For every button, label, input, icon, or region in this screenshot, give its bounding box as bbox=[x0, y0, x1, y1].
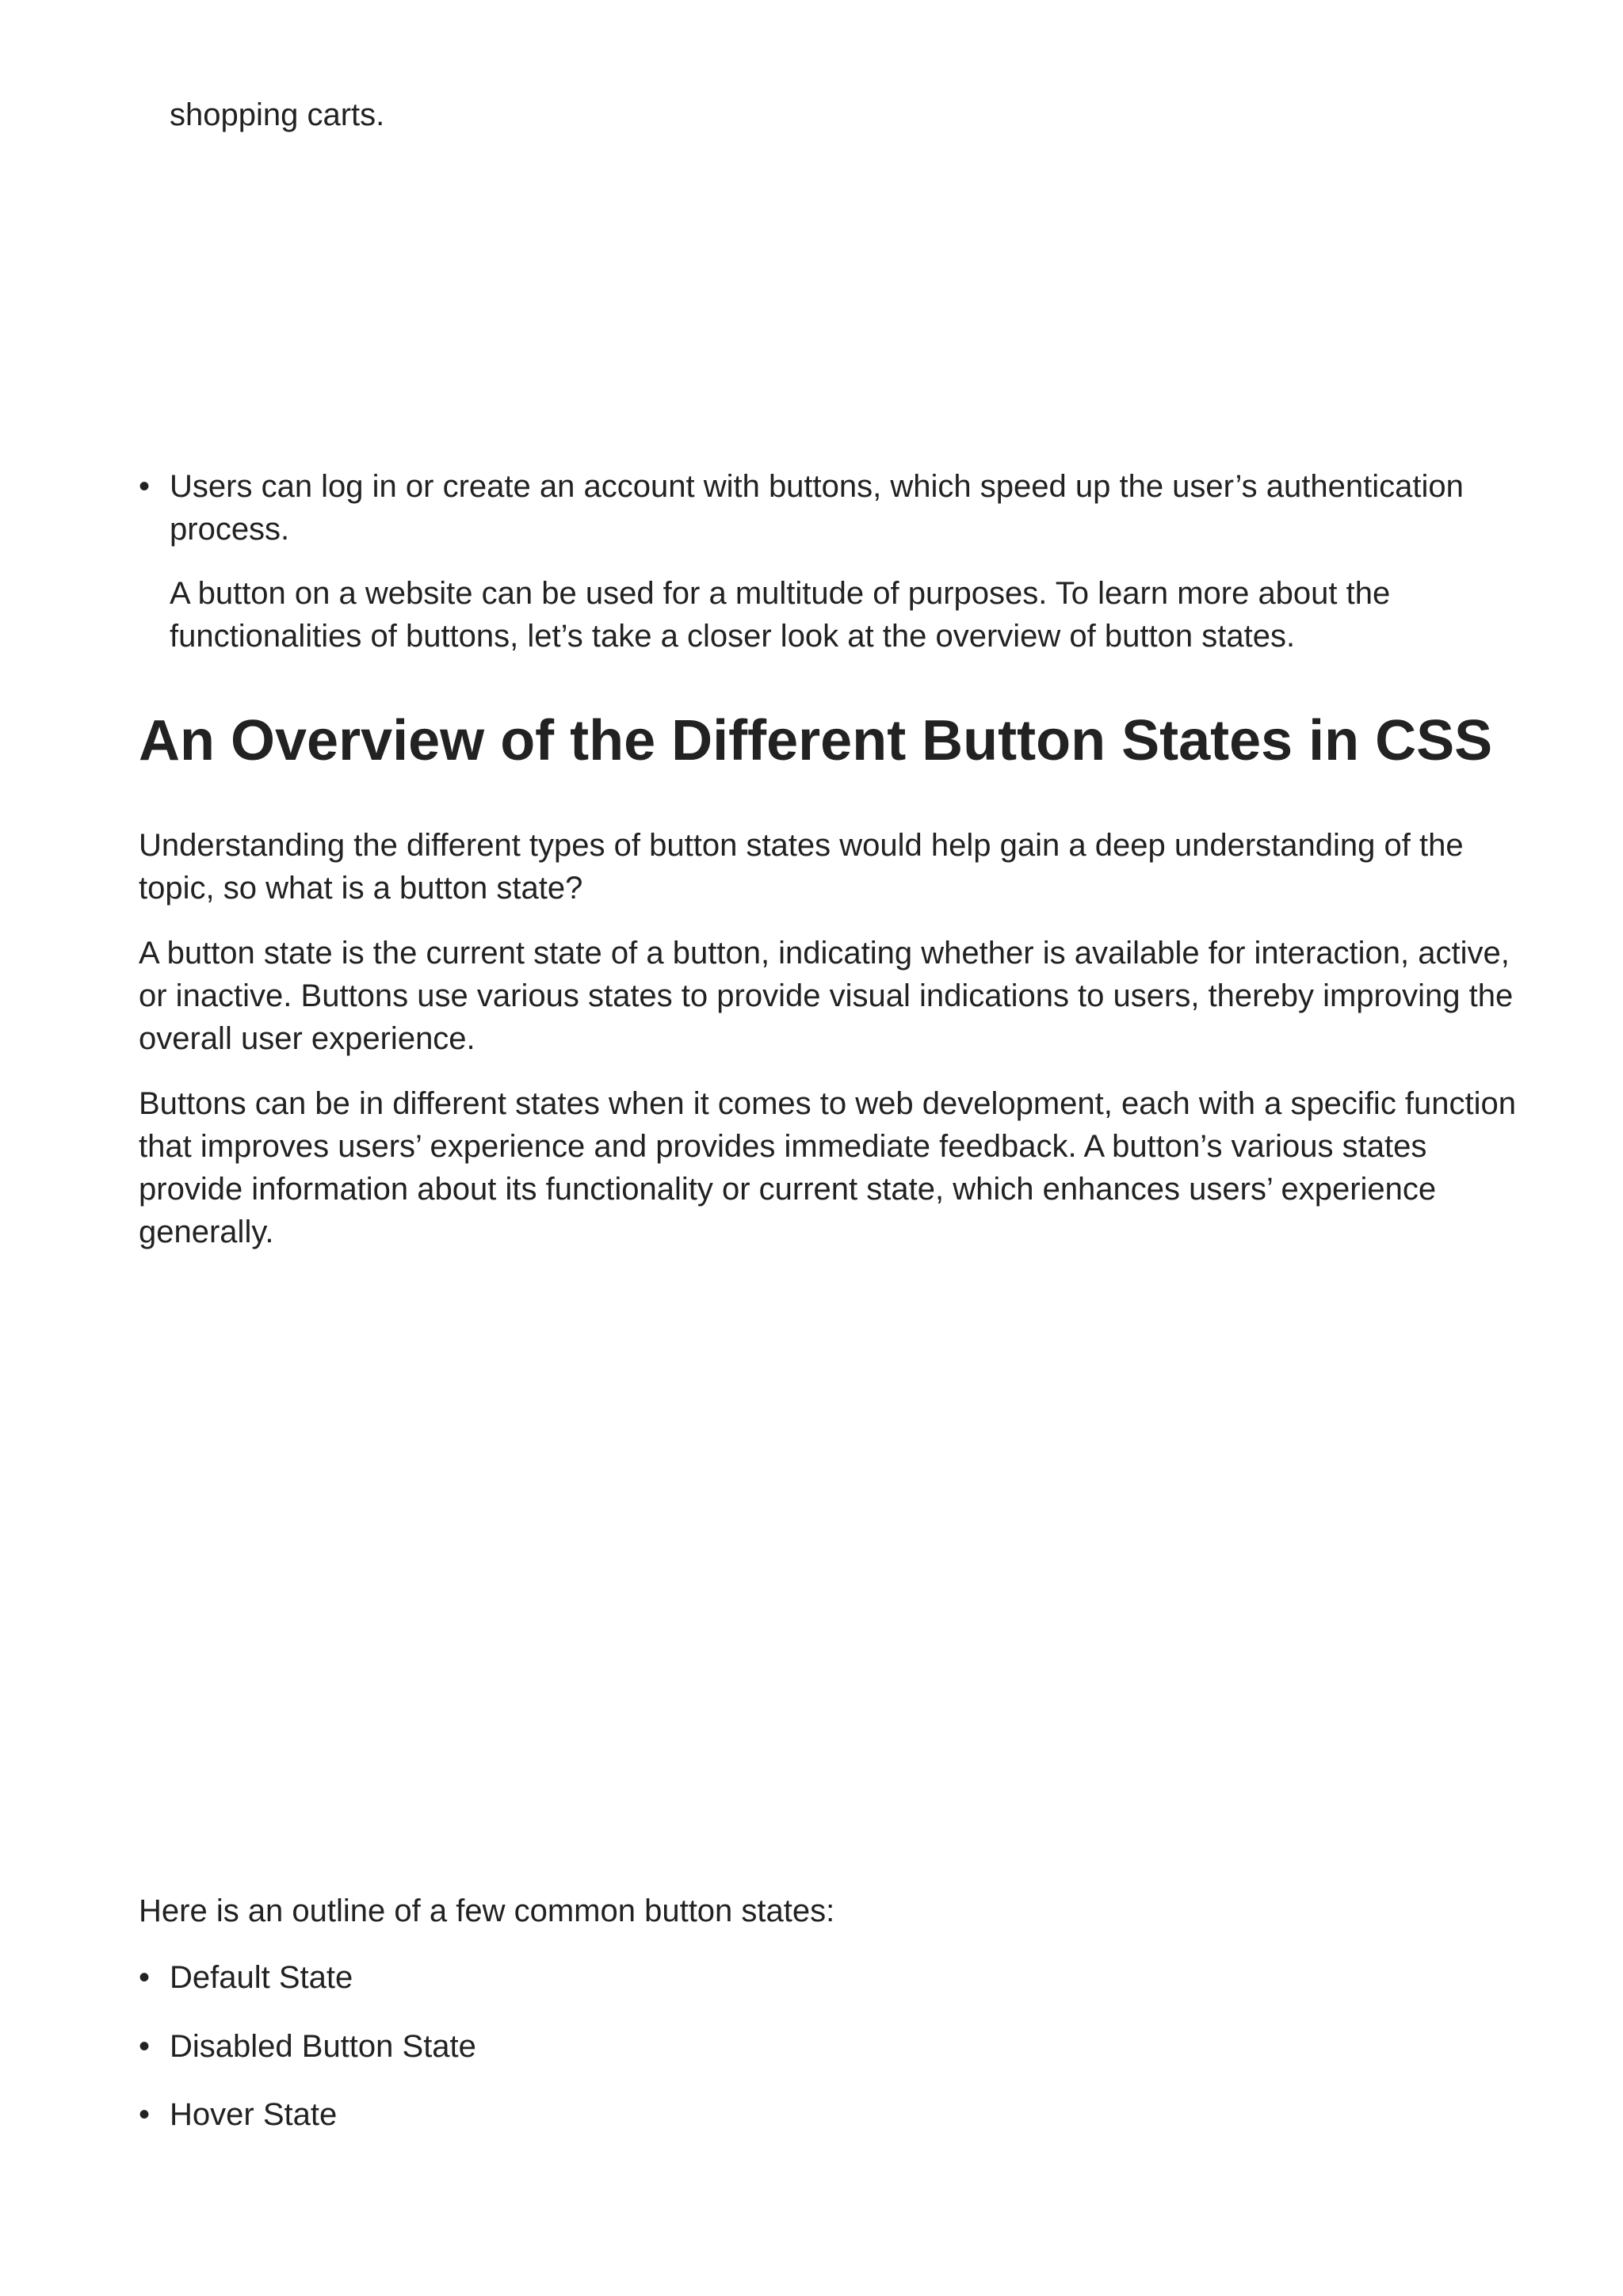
intro-tail-text: shopping carts. bbox=[170, 97, 385, 132]
list-item-followup-paragraph: A button on a website can be used for a multitude of purposes. To learn more about the functionalities of buttons, let’s take a closer look at the overview of button states. bbox=[170, 576, 1391, 654]
list-item-disabled-state bbox=[139, 2025, 1533, 2068]
paragraph-what-is-button-state: Understanding the different types of button states would help gain a deep understanding of the topic, so what is a button state? bbox=[139, 828, 1464, 906]
bullet-icon: • bbox=[139, 2097, 151, 2132]
list-item-default-state bbox=[139, 1956, 1533, 1999]
bullet-icon: • bbox=[139, 469, 151, 504]
paragraph-button-states-web-dev: Buttons can be in different states when it comes to web development, each with a specific function that improves users’ experience and provides immediate feedback. A button’s various states provide information about its functionality or current state, which enhances users’ experience generally. bbox=[139, 1086, 1517, 1249]
list-item-text: Disabled Button State bbox=[170, 2029, 476, 2064]
bullet-icon: • bbox=[139, 1960, 151, 1995]
bullet-icon: • bbox=[139, 2029, 151, 2064]
outline-intro-text: Here is an outline of a few common button states: bbox=[139, 1894, 835, 1928]
paragraph-button-state-definition: A button state is the current state of a button, indicating whether is available for interaction, active, or inactive. Buttons use various states to provide visual indications to users, thereby improving the overall user experience. bbox=[139, 936, 1514, 1056]
list-item-text: Hover State bbox=[170, 2097, 338, 2132]
list-item-text: Default State bbox=[170, 1960, 353, 1995]
section-heading: An Overview of the Different Button States in CSS bbox=[139, 709, 1493, 772]
list-item-hover-state bbox=[139, 2093, 1533, 2136]
list-item-text: Users can log in or create an account with buttons, which speed up the user’s authentication process. bbox=[170, 469, 1464, 547]
list-item-authentication bbox=[139, 465, 1533, 552]
